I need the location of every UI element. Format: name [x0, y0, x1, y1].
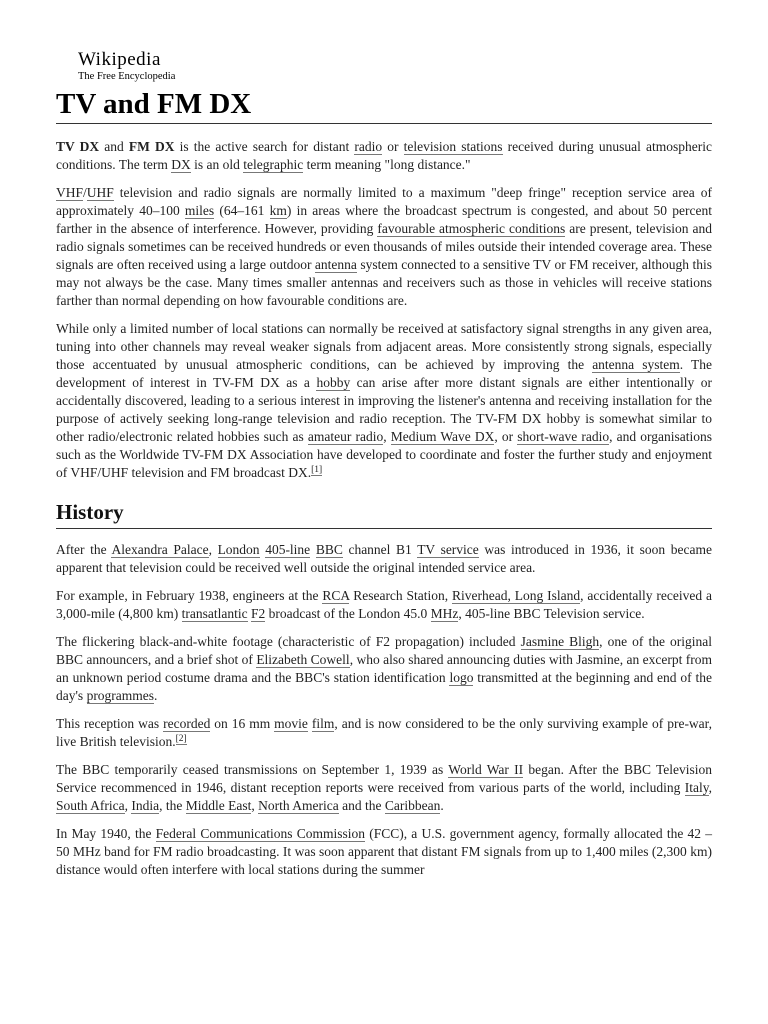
text-run: ,	[251, 798, 259, 813]
text-run: The BBC temporarily ceased transmissions on September 1, 1939 as	[56, 762, 449, 777]
text-run: ,	[383, 429, 391, 444]
intro-section	[56, 138, 712, 482]
text-run: or	[382, 139, 404, 154]
link-km[interactable]: km	[269, 203, 287, 218]
text-run: transmitted at the beginning and end of the day's	[56, 670, 712, 703]
intro-paragraph	[56, 320, 712, 482]
citation-superscript	[311, 465, 322, 476]
text-run: For example, in February 1938, engineers at the	[56, 588, 323, 603]
link-f2[interactable]: F2	[250, 606, 266, 621]
section-heading-history: History	[56, 498, 712, 529]
link-film[interactable]: film	[311, 716, 335, 731]
text-run: In May 1940, the	[56, 826, 156, 841]
text-run: can arise after more distant signals are either intentionally or accidentally discovered, leading to a serious interest in improving the listener's antenna and receiving installation for the purpose of actively seeking long-range television and radio reception. The TV-FM DX hobby is somewhat similar to other radio/electronic related hobbies such as	[56, 375, 713, 444]
link-logo[interactable]: logo	[449, 670, 474, 685]
link-world-war-ii[interactable]: World War II	[448, 762, 524, 777]
link-antenna[interactable]: antenna	[314, 257, 357, 272]
link-middle-east[interactable]: Middle East	[185, 798, 252, 813]
text-run: , 405-line BBC Television service.	[458, 606, 645, 621]
link-television-stations[interactable]: television stations	[403, 139, 503, 154]
text-run: , one of the original BBC announcers, and a brief shot of	[56, 634, 712, 667]
text-run: ) in areas where the broadcast spectrum is congested, and about 50 percent farther in the absence of interference. However, providing	[56, 203, 712, 236]
link-uhf[interactable]: UHF	[86, 185, 114, 200]
citation-superscript	[176, 734, 187, 745]
intro-paragraph	[56, 138, 712, 174]
citation-link-2[interactable]: [2]	[175, 733, 187, 744]
history-paragraph	[56, 633, 712, 705]
link-caribbean[interactable]: Caribbean	[384, 798, 441, 813]
link-tv-service[interactable]: TV service	[417, 542, 479, 557]
link-favourable-atmospheric-conditions[interactable]: favourable atmospheric conditions	[377, 221, 566, 236]
text-run: was introduced in 1936, it soon became apparent that television could be received well outside the original intended service area.	[56, 542, 712, 575]
text-run: (FCC), a U.S. government agency, formally allocated the 42 – 50 MHz band for FM radio broadcasting. It was soon apparent that distant FM signals from up to 1,400 miles (2,300 km) distance would often interfere with local stations during the summer	[56, 826, 713, 877]
text-run: /	[83, 185, 87, 200]
link-london[interactable]: London	[217, 542, 260, 557]
bold-term: TV DX	[56, 139, 100, 154]
text-run	[310, 542, 316, 557]
text-run: system connected to a sensitive TV or FM receiver, although this may not always be the case. Many times smaller antennas and receivers such as those in vehicles will receive stations farther than normal depending on how favourable conditions are.	[56, 257, 712, 308]
logo-wordmark: Wikipedia	[78, 49, 161, 70]
citation-link-1[interactable]: [1]	[311, 464, 323, 475]
history-paragraph	[56, 715, 712, 751]
link-dx[interactable]: DX	[171, 157, 191, 172]
link-miles[interactable]: miles	[184, 203, 215, 218]
bold-term: FM DX	[128, 139, 175, 154]
text-run: .	[154, 688, 158, 703]
text-run: , the	[159, 798, 186, 813]
intro-paragraph	[56, 184, 712, 310]
title-divider	[56, 123, 712, 124]
link-north-america[interactable]: North America	[258, 798, 339, 813]
link-short-wave-radio[interactable]: short-wave radio	[517, 429, 610, 444]
link-programmes[interactable]: programmes	[86, 688, 155, 703]
history-paragraph	[56, 541, 712, 577]
link-india[interactable]: India	[131, 798, 160, 813]
text-run: ,	[708, 780, 712, 795]
link-telegraphic[interactable]: telegraphic	[243, 157, 304, 172]
link-antenna-system[interactable]: antenna system	[592, 357, 680, 372]
text-run: , who also shared announcing duties with Jasmine, an excerpt from an unknown period costume drama and the BBC's station identification	[56, 652, 712, 685]
link-medium-wave-dx[interactable]: Medium Wave DX	[390, 429, 495, 444]
link-jasmine-bligh[interactable]: Jasmine Bligh	[520, 634, 600, 649]
text-run: . The development of interest in TV-FM DX as a	[56, 357, 712, 390]
page-title: TV and FM DX	[56, 88, 252, 120]
text-run: received during unusual atmospheric conditions. The term	[56, 139, 712, 172]
link-recorded[interactable]: recorded	[163, 716, 211, 731]
link-movie[interactable]: movie	[274, 716, 308, 731]
history-paragraph	[56, 587, 712, 623]
link-federal-communications-commission[interactable]: Federal Communications Commission	[155, 826, 366, 841]
link-vhf[interactable]: VHF	[56, 185, 84, 200]
link-italy[interactable]: Italy	[684, 780, 709, 795]
link-bbc[interactable]: BBC	[315, 542, 343, 557]
text-run: ,	[124, 798, 132, 813]
link-amateur-radio[interactable]: amateur radio	[307, 429, 384, 444]
history-paragraph	[56, 825, 712, 879]
text-run: term meaning "long distance."	[303, 157, 471, 172]
history-section	[56, 541, 712, 879]
text-run: , and organisations such as the Worldwide TV-FM DX Association have developed to coordinate and foster the further study and enjoyment of VHF/UHF television and FM broadcast DX.	[56, 429, 712, 480]
link-alexandra-palace[interactable]: Alexandra Palace	[111, 542, 209, 557]
text-run: ,	[208, 542, 218, 557]
link-hobby[interactable]: hobby	[316, 375, 351, 390]
link-transatlantic[interactable]: transatlantic	[181, 606, 248, 621]
text-run: on 16 mm	[210, 716, 275, 731]
text-run: This reception was	[56, 716, 164, 731]
link-radio[interactable]: radio	[354, 139, 383, 154]
text-run: began. After the BBC Television Service recommenced in 1946, distant reception reports were received from various parts of the world, including	[56, 762, 712, 795]
text-run: After the	[56, 542, 112, 557]
text-run: television and radio signals are normally limited to a maximum "deep fringe" reception service area of approximately 40–100	[56, 185, 712, 218]
text-run: , and is now considered to be the only surviving example of pre-war, live British television.	[56, 716, 713, 749]
text-run: , accidentally received a 3,000-mile (4,800 km)	[56, 588, 712, 621]
link-elizabeth-cowell[interactable]: Elizabeth Cowell	[256, 652, 350, 667]
text-run: and	[99, 139, 129, 154]
section-spacer	[56, 529, 712, 541]
text-run: Research Station,	[349, 588, 453, 603]
link-rca[interactable]: RCA	[322, 588, 350, 603]
text-run: The flickering black-and-white footage (characteristic of F2 propagation) included	[56, 634, 521, 649]
logo-tagline: The Free Encyclopedia	[78, 71, 176, 82]
text-run: is an old	[190, 157, 244, 172]
text-run: broadcast of the London 45.0	[265, 606, 431, 621]
text-run: are present, television and radio signals sometimes can be received hundreds or even thousands of miles outside their intended coverage area. These signals are often received using a large outdoor	[56, 221, 712, 272]
link-riverhead-long-island[interactable]: Riverhead, Long Island	[452, 588, 581, 603]
history-paragraph	[56, 761, 712, 815]
link-south-africa[interactable]: South Africa	[56, 798, 125, 813]
text-run: .	[440, 798, 444, 813]
text-run: channel B1	[342, 542, 418, 557]
link-mhz[interactable]: MHz	[430, 606, 459, 621]
text-run: While only a limited number of local stations can normally be received at satisfactory signal strengths in any given area, tuning into other channels may reveal weaker signals from adjacent areas. More consistently strong signals, especially those accentuated by unusual atmospheric conditions, can be achieved by improving the	[56, 321, 712, 372]
text-run: , or	[494, 429, 518, 444]
link-405-line[interactable]: 405-line	[265, 542, 311, 557]
wikipedia-logo[interactable]	[78, 50, 175, 83]
article-body	[56, 138, 712, 889]
text-run: (64–161	[214, 203, 270, 218]
text-run: is the active search for distant	[174, 139, 355, 154]
text-run: and the	[338, 798, 385, 813]
